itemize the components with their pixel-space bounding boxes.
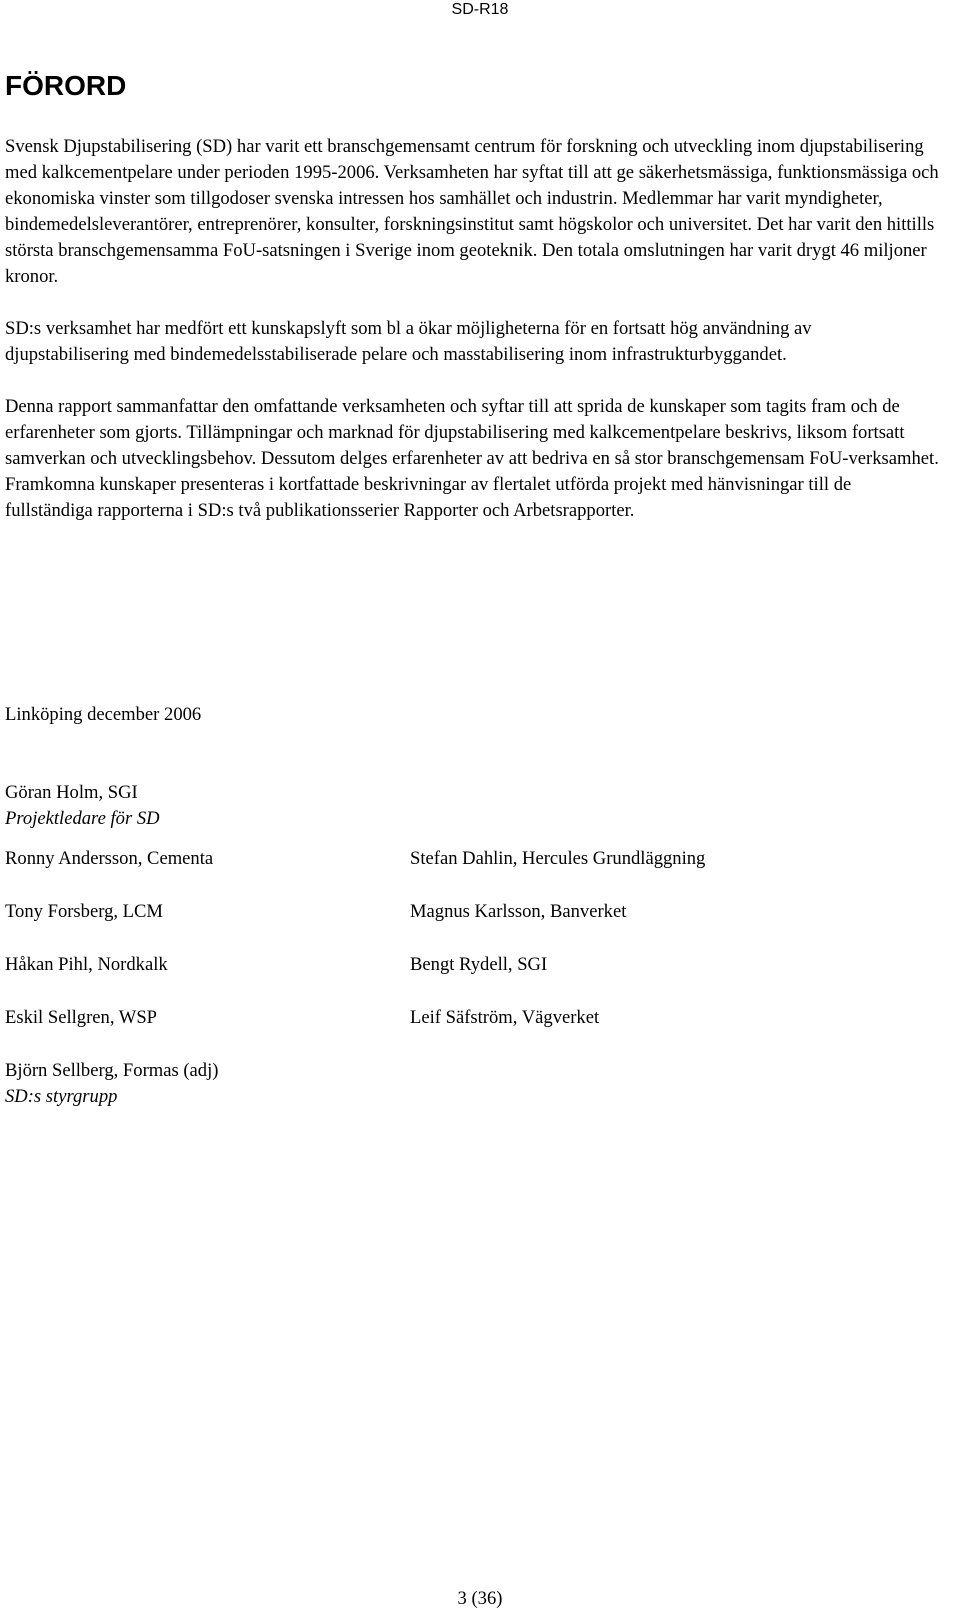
steering-member: Leif Säfström, Vägverket [410, 1007, 600, 1028]
project-leader-role: Projektledare för SD [5, 808, 160, 829]
project-leader-block [5, 780, 160, 832]
steering-member: Bengt Rydell, SGI [410, 954, 548, 975]
steering-member: Ronny Andersson, Cementa [5, 848, 214, 869]
steering-member: Eskil Sellgren, WSP [5, 1007, 158, 1028]
steering-member: Håkan Pihl, Nordkalk [5, 954, 168, 975]
paragraph-intro: Svensk Djupstabilisering (SD) har varit ett branschgemensamt centrum för forskning och utveckling inom djupstabilisering med kalkcementpelare under perioden 1995-2006. Verksamheten har syftat till att ge säkerhetsmässiga, funktionsmässiga och ekonomiska vinster som tillgodoser svenska intressen hos samhället och industrin. Medlemmar har varit myndigheter, bindemedelsleverantörer, entreprenörer, konsulter, forskningsinstitut samt högskolor och universitet. Det har varit den hittills största branschgemensamma FoU-satsningen i Sverige inom geoteknik. Den totala omslutningen har varit drygt 46 miljoner kronor. [5, 136, 939, 287]
steering-member: Stefan Dahlin, Hercules Grundläggning [410, 848, 706, 869]
steering-member-adjunct: Björn Sellberg, Formas (adj) [5, 1060, 219, 1081]
steering-member: Magnus Karlsson, Banverket [410, 901, 627, 922]
page-title: FÖRORD [5, 70, 127, 101]
foreword-body [5, 134, 940, 524]
document-id: SD-R18 [451, 1, 509, 18]
steering-group-block [5, 1058, 218, 1110]
page-number: 3 (36) [457, 1588, 503, 1609]
paragraph-report-summary: Denna rapport sammanfattar den omfattande verksamheten och syftar till att sprida de kunskaper som tagits fram och de erfarenheter som gjorts. Tillämpningar och marknad för djupstabilisering med kalkcementpelare beskrivs, liksom fortsatt samverkan och utvecklingsbehov. Dessutom delges erfarenheter av att bedriva en så stor branschgemensam FoU-verksamhet. Framkomna kunskaper presenteras i kortfattade beskrivningar av flertalet utförda projekt med hänvisningar till de fullständiga rapporterna i SD:s två publikationsserier Rapporter och Arbetsrapporter. [5, 396, 939, 521]
place-and-date: Linköping december 2006 [5, 704, 202, 725]
steering-group-label: SD:s styrgrupp [5, 1086, 118, 1107]
steering-member: Tony Forsberg, LCM [5, 901, 163, 922]
paragraph-outcome: SD:s verksamhet har medfört ett kunskapslyft som bl a ökar möjligheterna för en fortsatt hög användning av djupstabilisering med bindemedelsstabiliserade pelare och masstabilisering inom infrastrukturbyggandet. [5, 318, 812, 365]
project-leader-name: Göran Holm, SGI [5, 782, 138, 803]
